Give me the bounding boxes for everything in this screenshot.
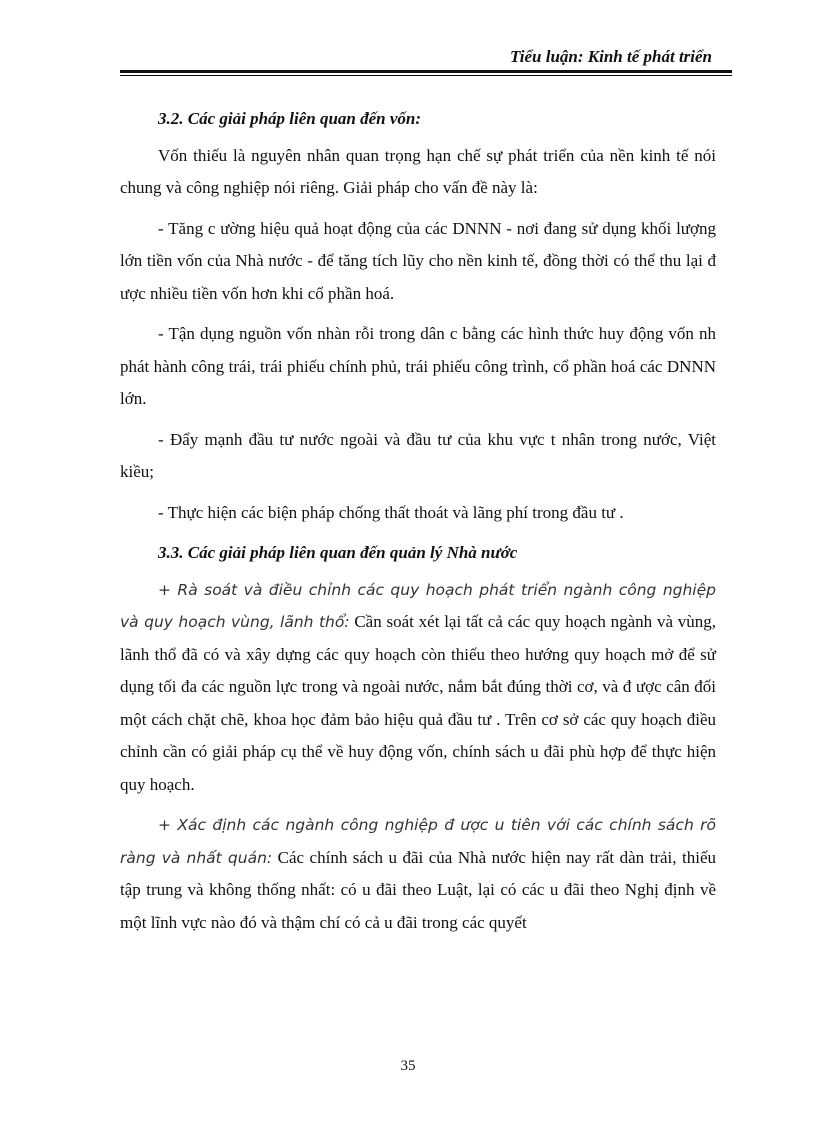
- paragraph-text: Các chính sách u đãi của Nhà nước hiện nay rất dàn trải, thiếu tập trung và không thống nhất: có u đãi theo Luật, lại có các u đãi theo Nghị định về một lĩnh vực nào đó và thậm chí có cả u đãi trong các quyết: [120, 847, 716, 932]
- paragraph: [120, 497, 716, 530]
- header-rule-thin: [120, 75, 732, 76]
- paragraph: [120, 574, 716, 802]
- paragraph-text: - Thực hiện các biện pháp chống thất thoát và lãng phí trong đầu tư .: [158, 502, 624, 522]
- paragraph: [120, 424, 716, 489]
- paragraph: [120, 213, 716, 311]
- section-state-management: [120, 537, 716, 939]
- paragraph-text: Cần soát xét lại tất cả các quy hoạch ngành và vùng, lãnh thổ đã có và xây dựng các quy hoạch còn thiếu theo hướng quy hoạch mở để sử dụng tối đa các nguồn lực trong và ngoài nước, nắm bắt đúng thời cơ, và đ ược cân đối một cách chặt chẽ, khoa học đảm bảo hiệu quả đầu tư . Trên cơ sở các quy hoạch điều chỉnh cần có giải pháp cụ thể về huy động vốn, chính sách u đãi phù hợp để thực hiện quy hoạch.: [120, 612, 717, 794]
- page-number: 35: [400, 1058, 416, 1074]
- paragraph: [120, 809, 716, 939]
- paragraph: [120, 140, 716, 205]
- paragraph: [120, 318, 716, 416]
- section-heading: 3.2. Các giải pháp liên quan đến vốn:: [158, 109, 422, 128]
- section-capital: [120, 103, 716, 529]
- paragraph-lead: + Rà soát và điều chỉnh các quy hoạch phát triển ngành công nghiệp và quy hoạch vùng, lãnh thổ:: [120, 580, 716, 631]
- paragraph-text: - Tăng c ường hiệu quả hoạt động của các DNNN - nơi đang sử dụng khối lượng lớn tiền vốn của Nhà nước - để tăng tích lũy cho nền kinh tế, đồng thời có thể thu lại đ ược nhiều tiền vốn hơn khi cổ phần hoá.: [120, 218, 716, 303]
- paragraph-text: - Đẩy mạnh đầu tư nước ngoài và đầu tư của khu vực t nhân trong nước, Việt kiều;: [120, 429, 716, 481]
- document-body: [120, 103, 716, 947]
- section-heading: 3.3. Các giải pháp liên quan đến quản lý Nhà nước: [158, 543, 518, 562]
- header-rule-thick: [120, 70, 732, 73]
- running-header-title: Tiểu luận: Kinh tế phát triển: [510, 47, 712, 66]
- paragraph-text: Vốn thiếu là nguyên nhân quan trọng hạn chế sự phát triển của nền kinh tế nói chung và công nghiệp nói riêng. Giải pháp cho vấn đề này là:: [120, 145, 716, 197]
- paragraph-lead: + Xác định các ngành công nghiệp đ ược u tiên với các chính sách rõ ràng và nhất quán:: [120, 816, 716, 867]
- paragraph-text: - Tận dụng nguồn vốn nhàn rỗi trong dân c bằng các hình thức huy động vốn nh phát hành công trái, trái phiếu chính phủ, trái phiếu công trình, cổ phần hoá các DNNN lớn.: [120, 324, 716, 408]
